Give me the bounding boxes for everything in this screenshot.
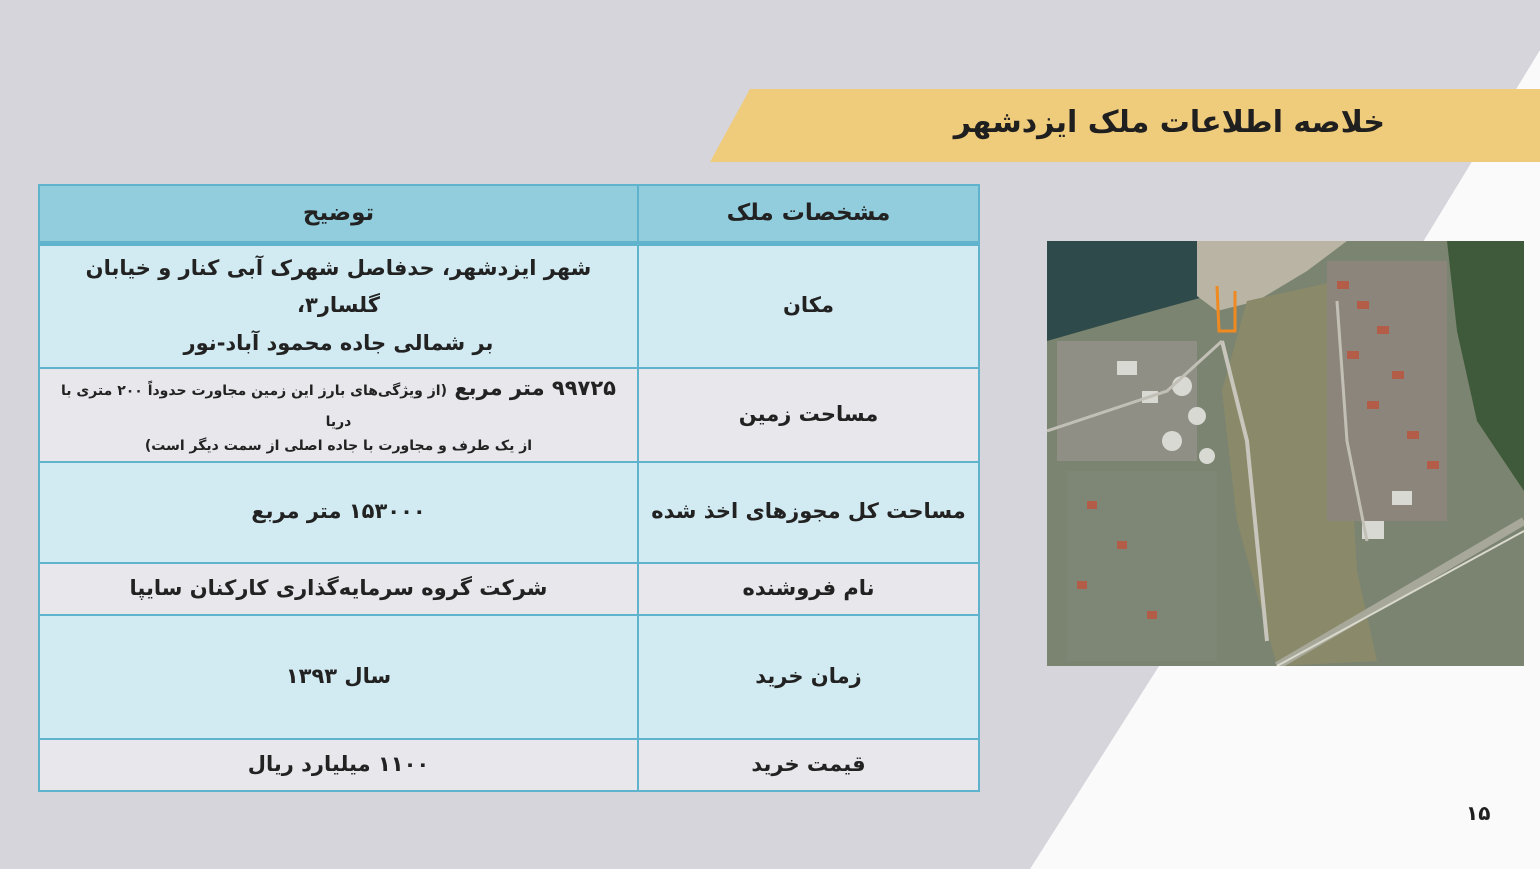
land-area-value: ۹۹۷۲۵ متر مربع	[454, 375, 616, 400]
slide-title: خلاصه اطلاعات ملک ایزدشهر	[953, 105, 1385, 140]
cell-property: مکان	[638, 243, 979, 368]
cell-description	[39, 243, 638, 368]
cell-description: ۱۵۳۰۰۰ متر مربع	[39, 462, 638, 563]
cell-description: سال ۱۳۹۳	[39, 615, 638, 739]
cell-property: نام فروشنده	[638, 563, 979, 615]
property-info-table	[38, 184, 980, 792]
table-row-purchase-price	[39, 739, 979, 791]
table-row-seller	[39, 563, 979, 615]
table-row-land-area	[39, 368, 979, 462]
cell-property: قیمت خرید	[638, 739, 979, 791]
header-description: توضیح	[39, 185, 638, 243]
header-property: مشخصات ملک	[638, 185, 979, 243]
cell-property: مساحت کل مجوزهای اخذ شده	[638, 462, 979, 563]
location-line-1: شهر ایزدشهر، حدفاصل شهرک آبی کنار و خیابان گلسار۳،	[85, 255, 592, 318]
page-number: ۱۵	[1466, 801, 1491, 825]
land-area-note-1: (از ویژگی‌های بارز این زمین مجاورت حدوداً ۲۰۰ متری با دریا	[61, 382, 448, 431]
cell-description	[39, 368, 638, 462]
cell-description: ۱۱۰۰ میلیارد ریال	[39, 739, 638, 791]
cell-property: مساحت زمین	[638, 368, 979, 462]
satellite-map-image	[1047, 241, 1524, 666]
table-row-location	[39, 243, 979, 368]
cell-description: شرکت گروه سرمایه‌گذاری کارکنان سایپا	[39, 563, 638, 615]
cell-property: زمان خرید	[638, 615, 979, 739]
land-area-note-2: از یک طرف و مجاورت با جاده اصلی از سمت دیگر است)	[144, 437, 533, 454]
table-row-purchase-date	[39, 615, 979, 739]
property-info-table-container	[38, 184, 980, 776]
location-line-2: بر شمالی جاده محمود آباد-نور	[183, 331, 494, 356]
table-row-permits-area	[39, 462, 979, 563]
